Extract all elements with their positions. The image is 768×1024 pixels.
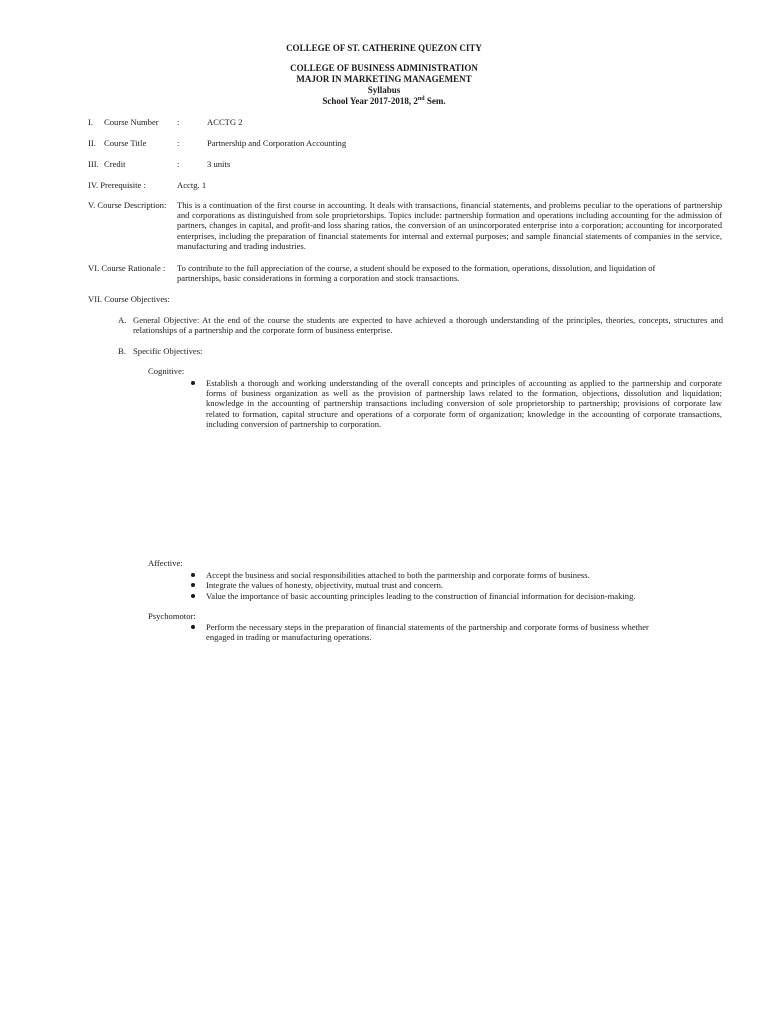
field-label-course-title: Course Title: [104, 138, 147, 148]
school-year-suffix: Sem.: [424, 96, 446, 106]
college-name: COLLEGE OF ST. CATHERINE QUEZON CITY: [286, 43, 482, 53]
field-value-credit: 3 units: [207, 159, 231, 169]
affective-label: Affective:: [148, 558, 183, 568]
cognitive-item: Establish a thorough and working understanding of the overall concepts and principles of accounting as applied to the partnership and corporate forms of business organization as well as the provision of partnership laws related to the formation, objections, dissolution and liquidation; knowledge in the accounting of partnership transactions including conversion of sole proprietorship to partnership; provisions of corporate law related to formation, capital structure and operations of a corporate form of organization; knowledge in the accounting of corporate transactions, including conversion of partnership to corporation.: [206, 378, 722, 429]
school-year-prefix: School Year 2017-2018, 2: [322, 96, 418, 106]
general-objective-marker: A.: [118, 315, 127, 325]
field-numeral-2: II.: [88, 138, 96, 148]
field-label-prerequisite: IV. Prerequisite :: [88, 180, 146, 190]
field-numeral-3: III.: [88, 159, 99, 169]
field-label-course-number: Course Number: [104, 117, 159, 127]
objectives-heading: VII. Course Objectives:: [88, 294, 170, 304]
bullet-icon: [191, 573, 195, 577]
field-separator-3: :: [177, 159, 180, 169]
field-value-course-title: Partnership and Corporation Accounting: [207, 138, 347, 148]
bullet-icon: [191, 594, 195, 598]
field-separator-1: :: [177, 117, 180, 127]
field-value-course-number: ACCTG 2: [207, 117, 243, 127]
cognitive-label: Cognitive:: [148, 366, 185, 376]
bullet-icon: [191, 583, 195, 587]
bullet-icon: [191, 381, 195, 385]
bullet-icon: [191, 625, 195, 629]
specific-objectives-marker: B.: [118, 346, 126, 356]
field-numeral-1: I.: [88, 117, 94, 127]
field-label-credit: Credit: [104, 159, 126, 169]
major-name: MAJOR IN MARKETING MANAGEMENT: [296, 74, 472, 84]
general-objective-text: General Objective: At the end of the course the students are expected to have achieved a thorough understanding of the principles, theories, concepts, structures and relationships of a partnership and the corporate form of business enterprise.: [133, 315, 723, 336]
specific-objectives-label: Specific Objectives:: [133, 346, 203, 356]
school-year-superscript: nd: [417, 96, 425, 102]
psychomotor-item: Perform the necessary steps in the preparation of financial statements of the partnership and corporate forms of business whether engaged in trading or manufacturing operations.: [206, 622, 649, 643]
school-year: [0, 96, 768, 106]
affective-item: Accept the business and social responsibilities attached to both the partnership and corporate forms of business.: [206, 570, 590, 580]
affective-item: Integrate the values of honesty, objectivity, mutual trust and concern.: [206, 580, 444, 590]
document-type: Syllabus: [367, 85, 401, 95]
rationale-text: To contribute to the full appreciation of the course, a student should be exposed to the formation, operations, dissolution, and liquidation of partnerships, basic considerations in forming a corporation and stock transactions.: [177, 263, 656, 284]
affective-item: Value the importance of basic accounting principles leading to the construction of financial information for decision-making.: [206, 591, 636, 601]
description-label: V. Course Description:: [88, 200, 167, 210]
description-text: This is a continuation of the first course in accounting. It deals with transactions, financial statements, and problems peculiar to the operations of partnership and corporations as distinguished from sole proprietorships. Topics include: partnership formation and operations including accounting for the admission of partners, changes in capital, and profit-and loss sharing ratios, the conversion of an unincorporated enterprise into a corporation; accounting for incorporated enterprises, including the preparation of financial statements for internal and external purposes; and sample financial statements of companies in the service, manufacturing and trading industries.: [177, 200, 722, 251]
rationale-label: VI. Course Rationale :: [88, 263, 166, 273]
field-separator-2: :: [177, 138, 180, 148]
psychomotor-label: Psychomotor:: [148, 611, 196, 621]
field-value-prerequisite: Acctg. 1: [177, 180, 207, 190]
department-name: COLLEGE OF BUSINESS ADMINISTRATION: [290, 63, 478, 73]
